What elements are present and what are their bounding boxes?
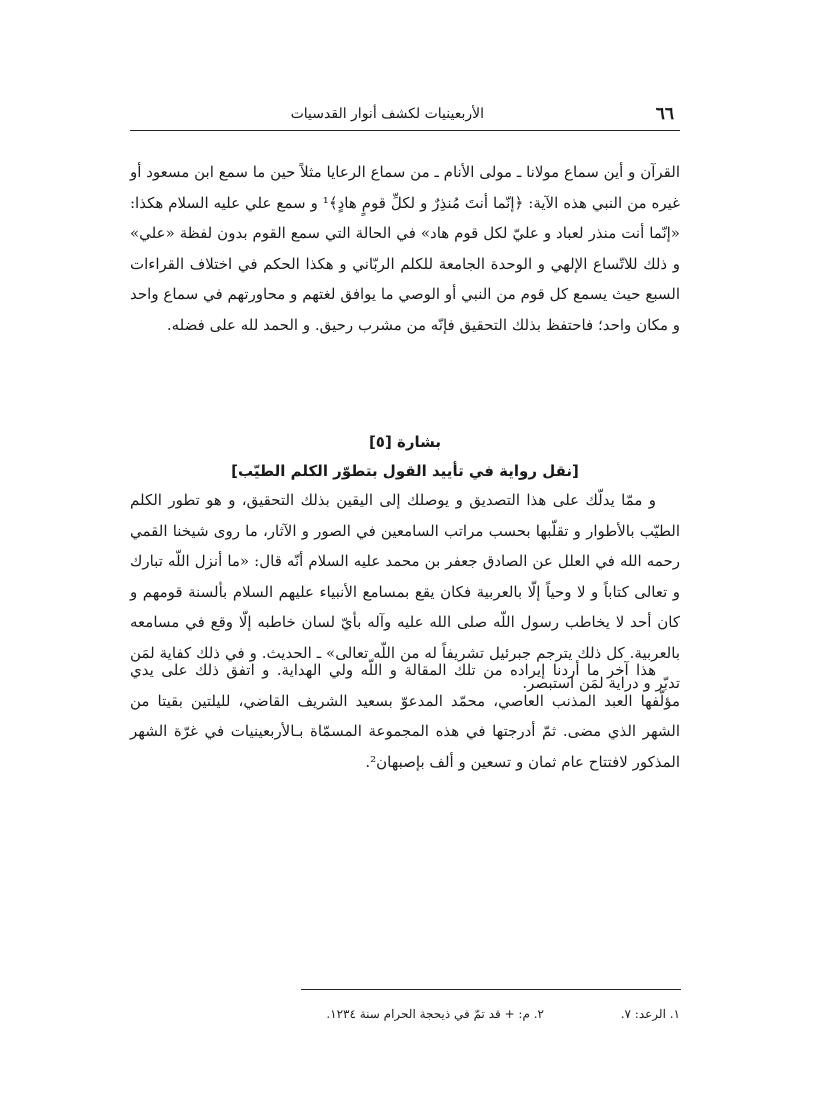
footnote-2: ٢. م: + قد تمّ في ذيحجة الحرام سنة ١٢٣٤. (326, 1007, 544, 1021)
footnote-1: ١. الرعد: ٧. (620, 1007, 680, 1021)
page-header (130, 100, 680, 131)
paragraph: القرآن و أين سماع مولانا ـ مولى الأنام ـ من سماع الرعايا مثلاً حين ما سمع ابن مسعود أو غيره من النبي هذه الآية: ﴿إنّما أنتَ مُنذِرٌ و لكلِّ قومٍ هادٍ﴾¹ و سمع علي عليه السلام هكذا: «إنّما أنت منذر لعباد و عليّ لكل قوم هاد» في الحالة التي سمع القوم بدون لفظة «علي» و ذلك للاتّساع الإلهي و الوحدة الجامعة للكلم الربّاني و هكذا الحكم في اختلاف القراءات السبع حيث يسمع كل قوم من النبي أو الوصي ما يوافق لغتهم و محاورتهم في سماع واحد و مكان واحد؛ فاحتفظ بذلك التحقيق فإنّه من مشرب رحيق. و الحمد لله على فضله. (130, 163, 681, 334)
opening-paragraph-block (130, 157, 680, 340)
section-subtitle: [نقل رواية في تأييد القول بتطوّر الكلم الطيّب] (231, 462, 579, 480)
running-title: الأربعينيات لكشف أنوار القدسيات (290, 106, 484, 122)
page-number: ٦٦ (655, 104, 674, 124)
paragraph: هذا آخر ما أردنا إيراده من تلك المقالة و اللّه ولي الهداية. و اتفق ذلك على يدي مؤلّفها العبد المذنب العاصي، محمّد المدعوّ بسعيد الشريف القاضي، لليلتين بقيتا من الشهر الذي مضى. ثمّ أدرجتها في هذه المجموعة المسمّاة بـالأربعينيات في غرّة الشهر المذكور لافتتاح عام ثمان و تسعين و ألف بإصبهان². (130, 661, 680, 771)
section-title: بشارة [٥] (368, 433, 442, 451)
footnote-divider (301, 989, 681, 990)
colophon-paragraph-block (130, 655, 680, 777)
paragraph: و ممّا يدلّك على هذا التصديق و يوصلك إلى اليقين بذلك التحقيق، و هو تطور الكلم الطيّب بالأطوار و تقلّبها بحسب مراتب السامعين في الصور و الآثار، ما روى شيخنا القمي رحمه الله في العلل عن الصادق جعفر بن محمد عليه السلام أنّه قال: «ما أنزل اللّه تبارك و تعالى كتاباً و لا وحياً إلّا بالعربية فكان يقع بمسامع الأنبياء عليهم السلام بألسنة قومهم و كان أحد لا يخاطب رسول اللّه صلى الله عليه وآله بأيّ لسان خاطبه إلّا وقع في مسامعه بالعربية. كل ذلك يترجم جبرئيل تشريفاً له من اللّه تعالى» ـ الحديث. و في ذلك كفاية لمَن تدبّر و دراية لمَن استبصر. (130, 491, 680, 692)
footnotes (130, 1007, 680, 1027)
